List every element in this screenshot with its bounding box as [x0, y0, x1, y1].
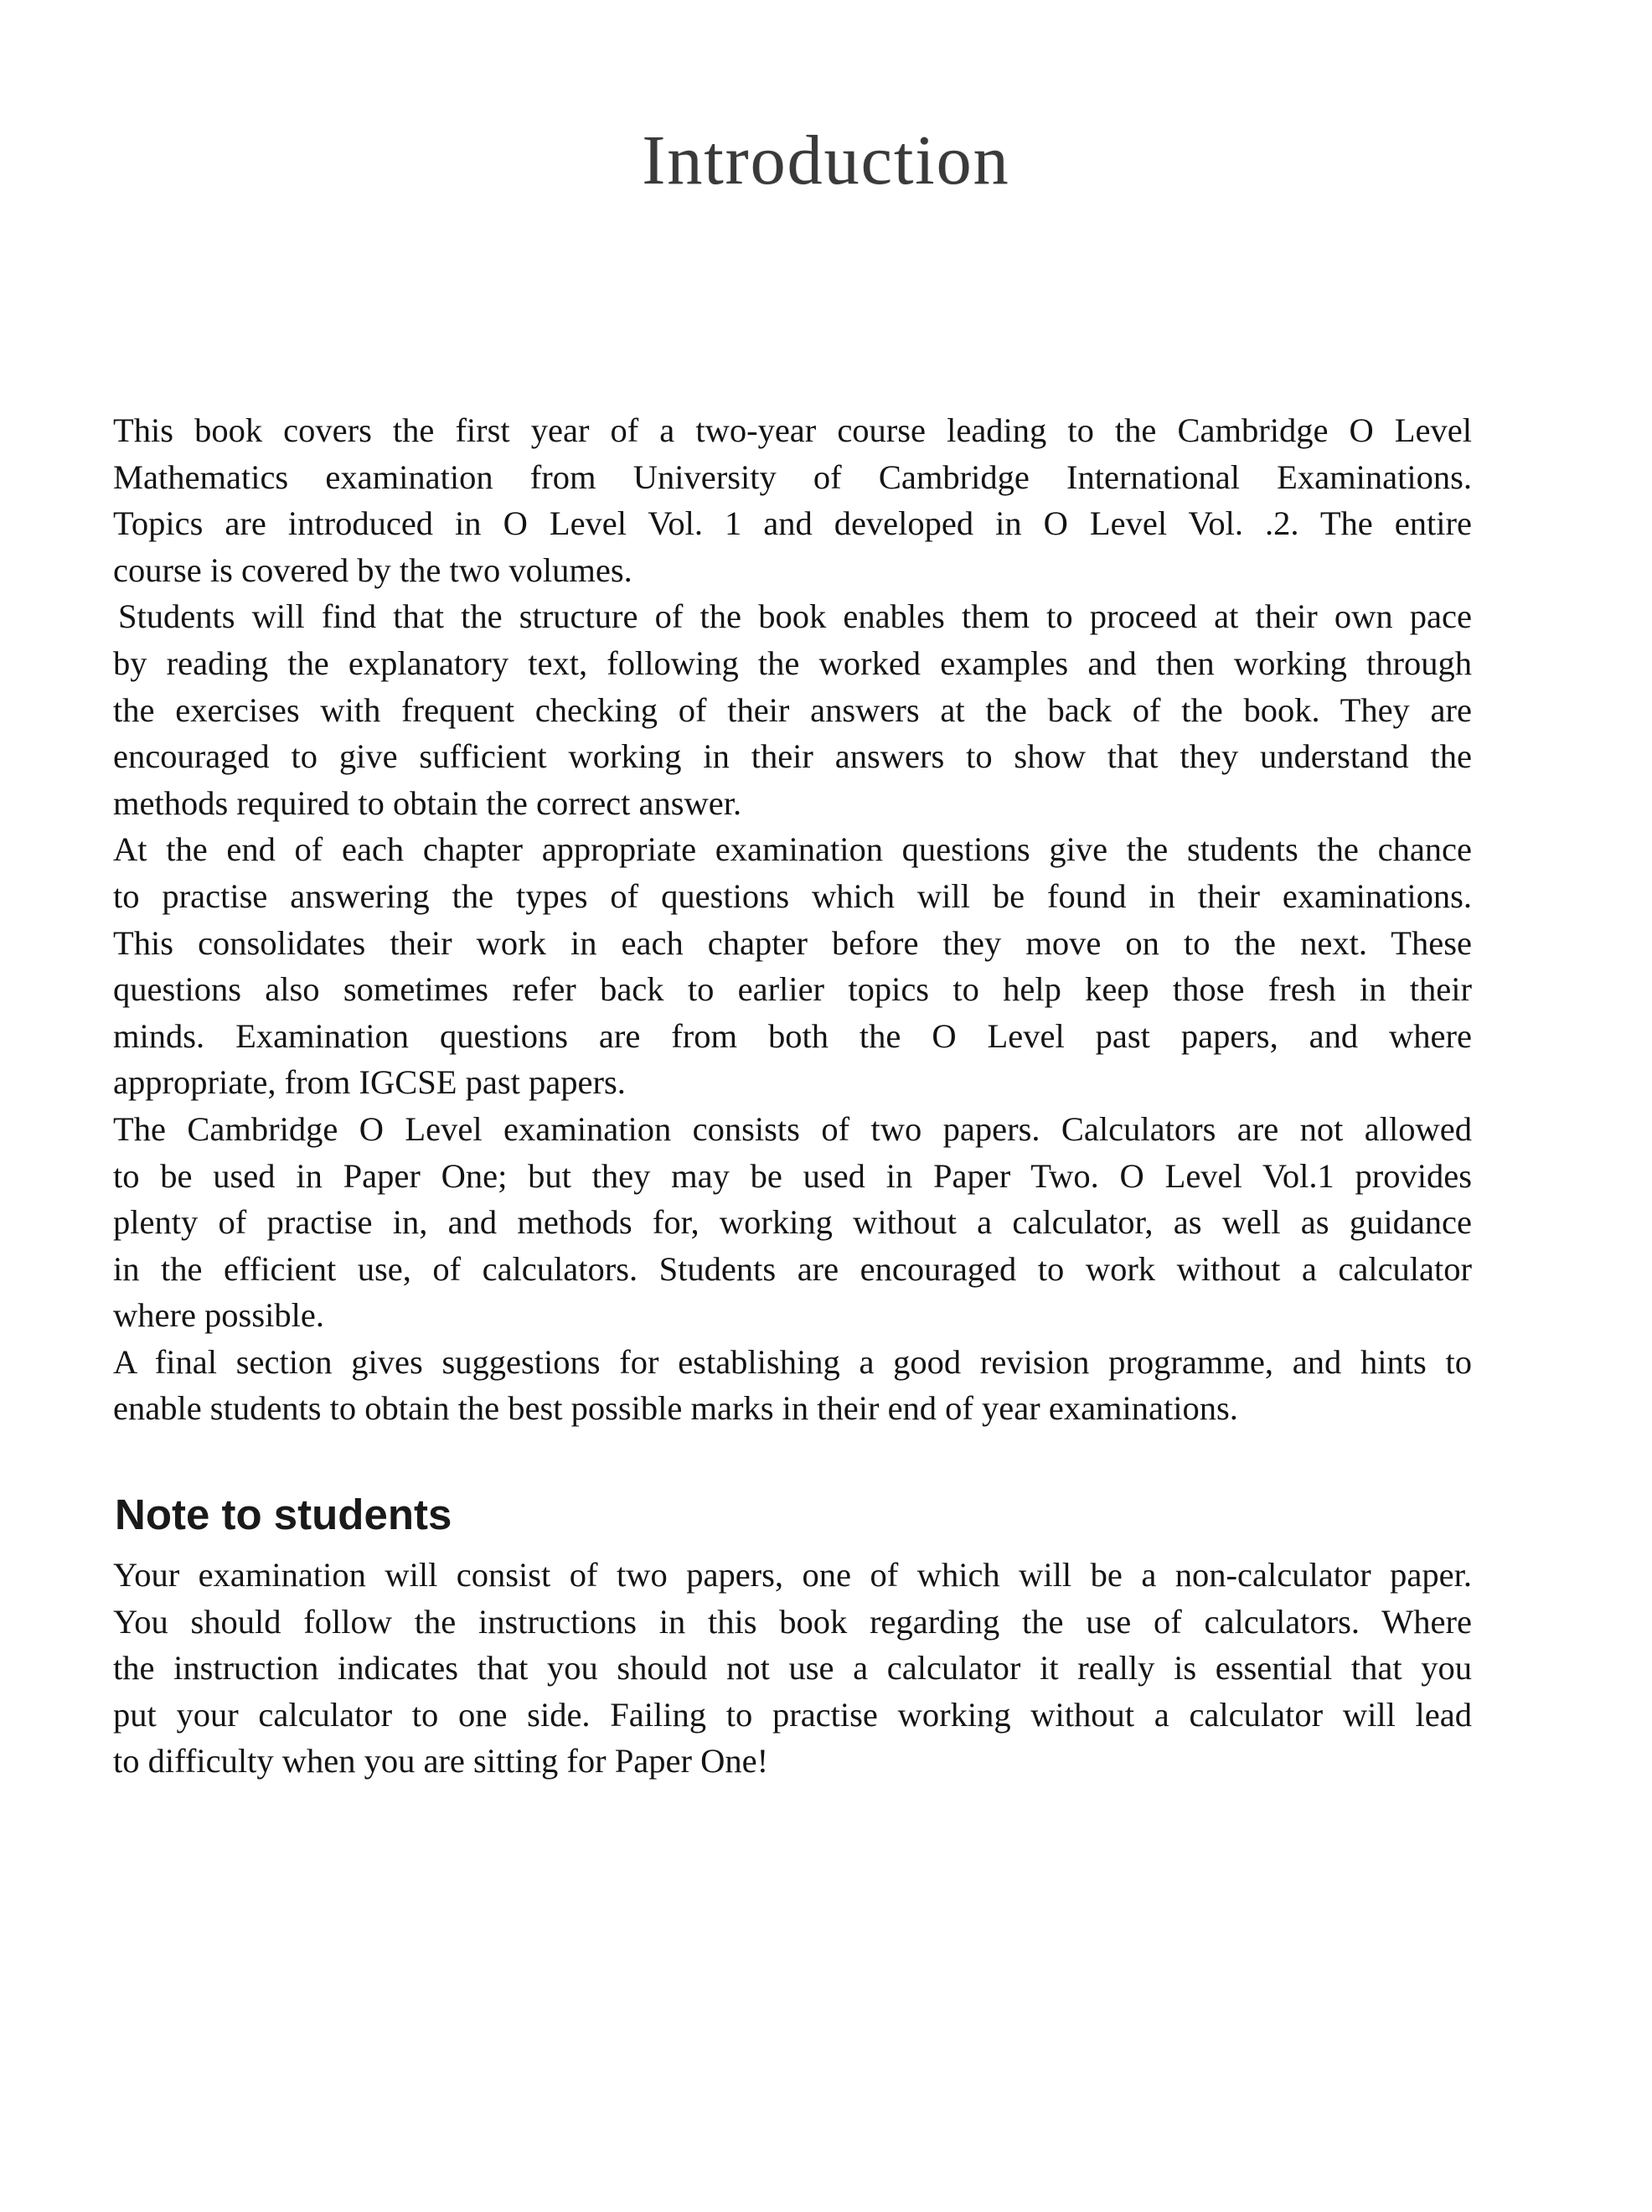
text-line: questions also sometimes refer back to earlier topics to help keep those fresh in their	[113, 970, 1472, 1009]
text-line: plenty of practise in, and methods for, working without a calculator, as well as guidance	[113, 1203, 1472, 1242]
text-line: by reading the explanatory text, following the worked examples and then working through	[113, 643, 1472, 682]
text-line: course is covered by the two volumes.	[113, 550, 632, 589]
note-to-students-body	[113, 1552, 1472, 1785]
text-line: encouraged to give sufficient working in their answers to show that they understand the	[113, 737, 1472, 776]
introduction-body	[113, 407, 1472, 1432]
text-line: A final section gives suggestions for establishing a good revision programme, and hints to	[113, 1342, 1472, 1381]
text-line: methods required to obtain the correct answer.	[113, 783, 742, 822]
text-line: Students will find that the structure of the book enables them to proceed at their own pace	[118, 597, 1472, 636]
text-line: in the efficient use, of calculators. Students are encouraged to work without a calculator	[113, 1249, 1472, 1288]
text-line: At the end of each chapter appropriate examination questions give the students the chance	[113, 830, 1472, 869]
text-line: enable students to obtain the best possible marks in their end of year examinations.	[113, 1389, 1238, 1428]
text-line: appropriate, from IGCSE past papers.	[113, 1063, 626, 1102]
text-line: where possible.	[113, 1296, 324, 1335]
text-line: to be used in Paper One; but they may be used in Paper Two. O Level Vol.1 provides	[113, 1156, 1472, 1195]
text-line: put your calculator to one side. Failing to practise working without a calculator will lead	[113, 1695, 1472, 1734]
text-line: to difficulty when you are sitting for Paper One!	[113, 1742, 769, 1780]
text-line: The Cambridge O Level examination consists of two papers. Calculators are not allowed	[113, 1109, 1472, 1148]
text-line: This book covers the first year of a two-year course leading to the Cambridge O Level	[113, 411, 1472, 449]
text-line: Topics are introduced in O Level Vol. 1 and developed in O Level Vol. .2. The entire	[113, 504, 1472, 543]
text-line: Mathematics examination from University of Cambridge International Examinations.	[113, 457, 1472, 496]
text-line: Your examination will consist of two papers, one of which will be a non-calculator paper.	[113, 1556, 1472, 1594]
text-line: This consolidates their work in each chapter before they move on to the next. These	[113, 923, 1472, 962]
note-to-students-heading: Note to students	[115, 1491, 452, 1538]
text-line: minds. Examination questions are from both the O Level past papers, and where	[113, 1016, 1472, 1055]
text-line: the instruction indicates that you should not use a calculator it really is essential that you	[113, 1649, 1472, 1687]
page-title: Introduction	[642, 121, 1010, 199]
text-line: to practise answering the types of questions which will be found in their examinations.	[113, 876, 1472, 915]
text-line: the exercises with frequent checking of their answers at the back of the book. They are	[113, 690, 1472, 729]
text-line: You should follow the instructions in this book regarding the use of calculators. Where	[113, 1602, 1472, 1641]
